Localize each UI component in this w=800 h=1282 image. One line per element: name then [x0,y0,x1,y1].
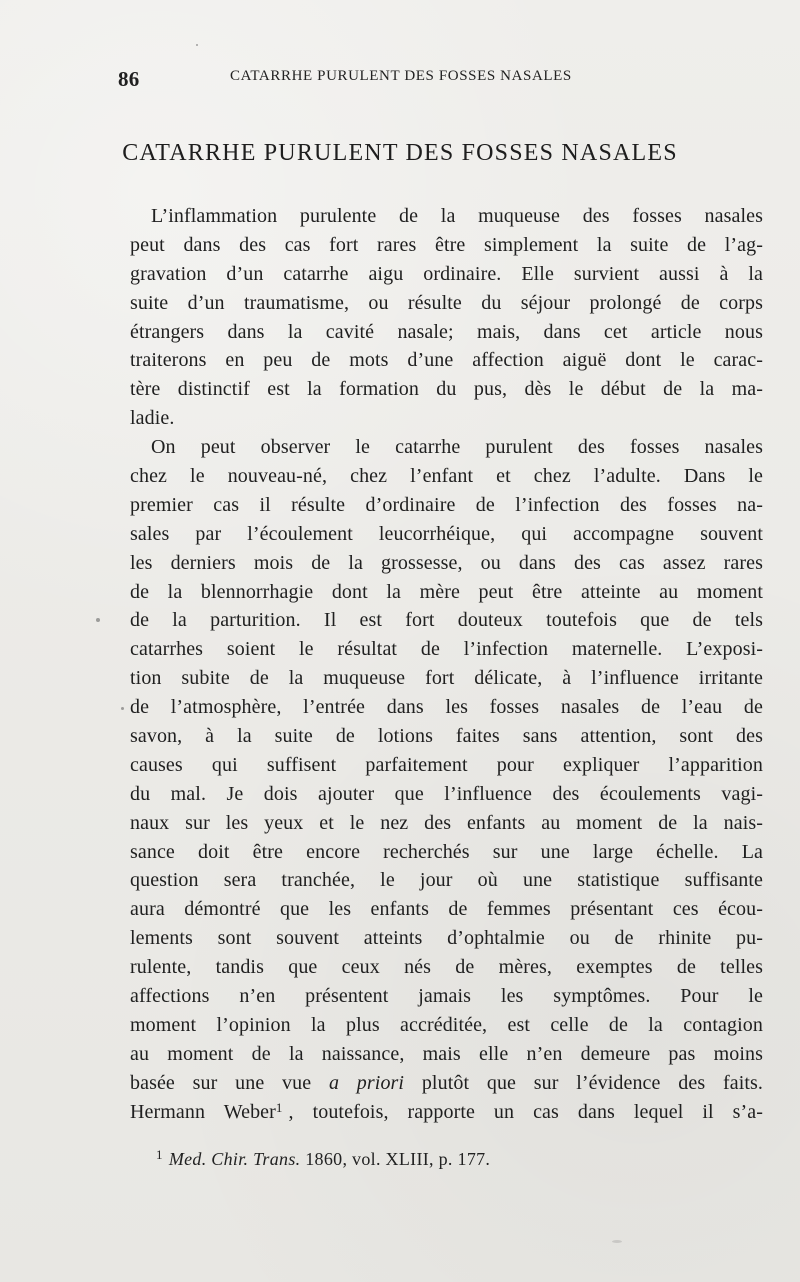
body-text-segment: Hermann Weber [130,1100,276,1123]
paper-speck [196,44,198,46]
body-text-segment: plutôt que sur l’évidence des faits. [404,1071,763,1094]
body-line: ladie. [130,407,175,430]
body-line: étrangers dans la cavité nasale; mais, dans cet article nous [130,320,763,343]
footnote-citation: 1860, vol. XLIII, p. 177. [300,1149,491,1169]
body-text-segment: , toutefois, rapporte un cas dans lequel il s’a- [288,1100,763,1123]
body-line: gravation d’un catarrhe aigu ordinaire. Elle survient aussi à la [130,262,763,285]
body-line: aura démontré que les enfants de femmes présentant ces écou- [130,898,763,921]
body-line: sance doit être encore recherchés sur une large échelle. La [130,840,763,863]
body-line: de la parturition. Il est fort douteux toutefois que de tels [130,609,763,632]
body-line: peut dans des cas fort rares être simplement la suite de l’ag- [130,233,763,256]
body-text-segment: basée sur une vue [130,1071,329,1094]
running-head [118,67,688,91]
body-line: de la blennorrhagie dont la mère peut être atteinte au moment [130,580,763,603]
body-line: savon, à la suite de lotions faites sans attention, sont des [130,725,763,748]
body-line: moment l’opinion la plus accréditée, est celle de la contagion [130,1013,763,1036]
body-line: lements sont souvent atteints d’ophtalmie ou de rhinite pu- [130,927,763,950]
page-number: 86 [118,66,140,91]
body-line: tère distinctif est la formation du pus, dès le début de la ma- [130,378,763,401]
body-line: traiterons en peu de mots d’une affection aiguë dont le carac- [130,349,763,372]
article-body [130,202,763,1127]
body-line: On peut observer le catarrhe purulent des fosses nasales [151,436,763,459]
body-line: chez le nouveau-né, chez l’enfant et chez l’adulte. Dans le [130,465,763,488]
body-line: L’inflammation purulente de la muqueuse des fosses nasales [151,205,763,227]
body-line: catarrhes soient le résultat de l’infection maternelle. L’exposi- [130,638,763,661]
body-line: causes qui suffisent parfaitement pour expliquer l’apparition [130,753,763,776]
body-line: du mal. Je dois ajouter que l’influence des écoulements vagi- [130,782,763,805]
footnote-reference: 1 [275,1099,283,1115]
body-line: tion subite de la muqueuse fort délicate, à l’influence irritante [130,667,763,690]
body-line-with-italic [130,1069,763,1098]
body-line: premier cas il résulte d’ordinaire de l’infection des fosses na- [130,493,763,516]
body-line: rulente, tandis que ceux nés de mères, exemptes de telles [130,956,763,979]
body-line: suite d’un traumatisme, ou résulte du séjour prolongé de corps [130,291,763,314]
italic-phrase: a priori [328,1071,405,1094]
body-line: naux sur les yeux et le nez des enfants au moment de la nais- [130,811,763,834]
footnote [156,1149,490,1170]
paper-speck [96,618,100,622]
body-line: les derniers mois de la grossesse, ou dans des cas assez rares [130,551,763,574]
body-line: affections n’en présentent jamais les symptômes. Pour le [130,985,763,1008]
footnote-journal: Med. Chir. Trans. [168,1149,301,1169]
body-line: au moment de la naissance, mais elle n’en demeure pas moins [130,1042,763,1065]
body-line: sales par l’écoulement leucorrhéique, qui accompagne souvent [130,522,763,545]
paper-speck [612,1240,622,1243]
running-title: CATARRHE PURULENT DES FOSSES NASALES [230,68,572,84]
paper-speck [121,707,124,710]
body-line: question sera tranchée, le jour où une statistique suffisante [130,869,763,892]
body-line-with-footnote-ref [130,1098,763,1127]
article-title: CATARRHE PURULENT DES FOSSES NASALES [122,140,678,166]
body-line: de l’atmosphère, l’entrée dans les fosses nasales de l’eau de [130,696,763,719]
footnote-marker: 1 [156,1147,163,1162]
